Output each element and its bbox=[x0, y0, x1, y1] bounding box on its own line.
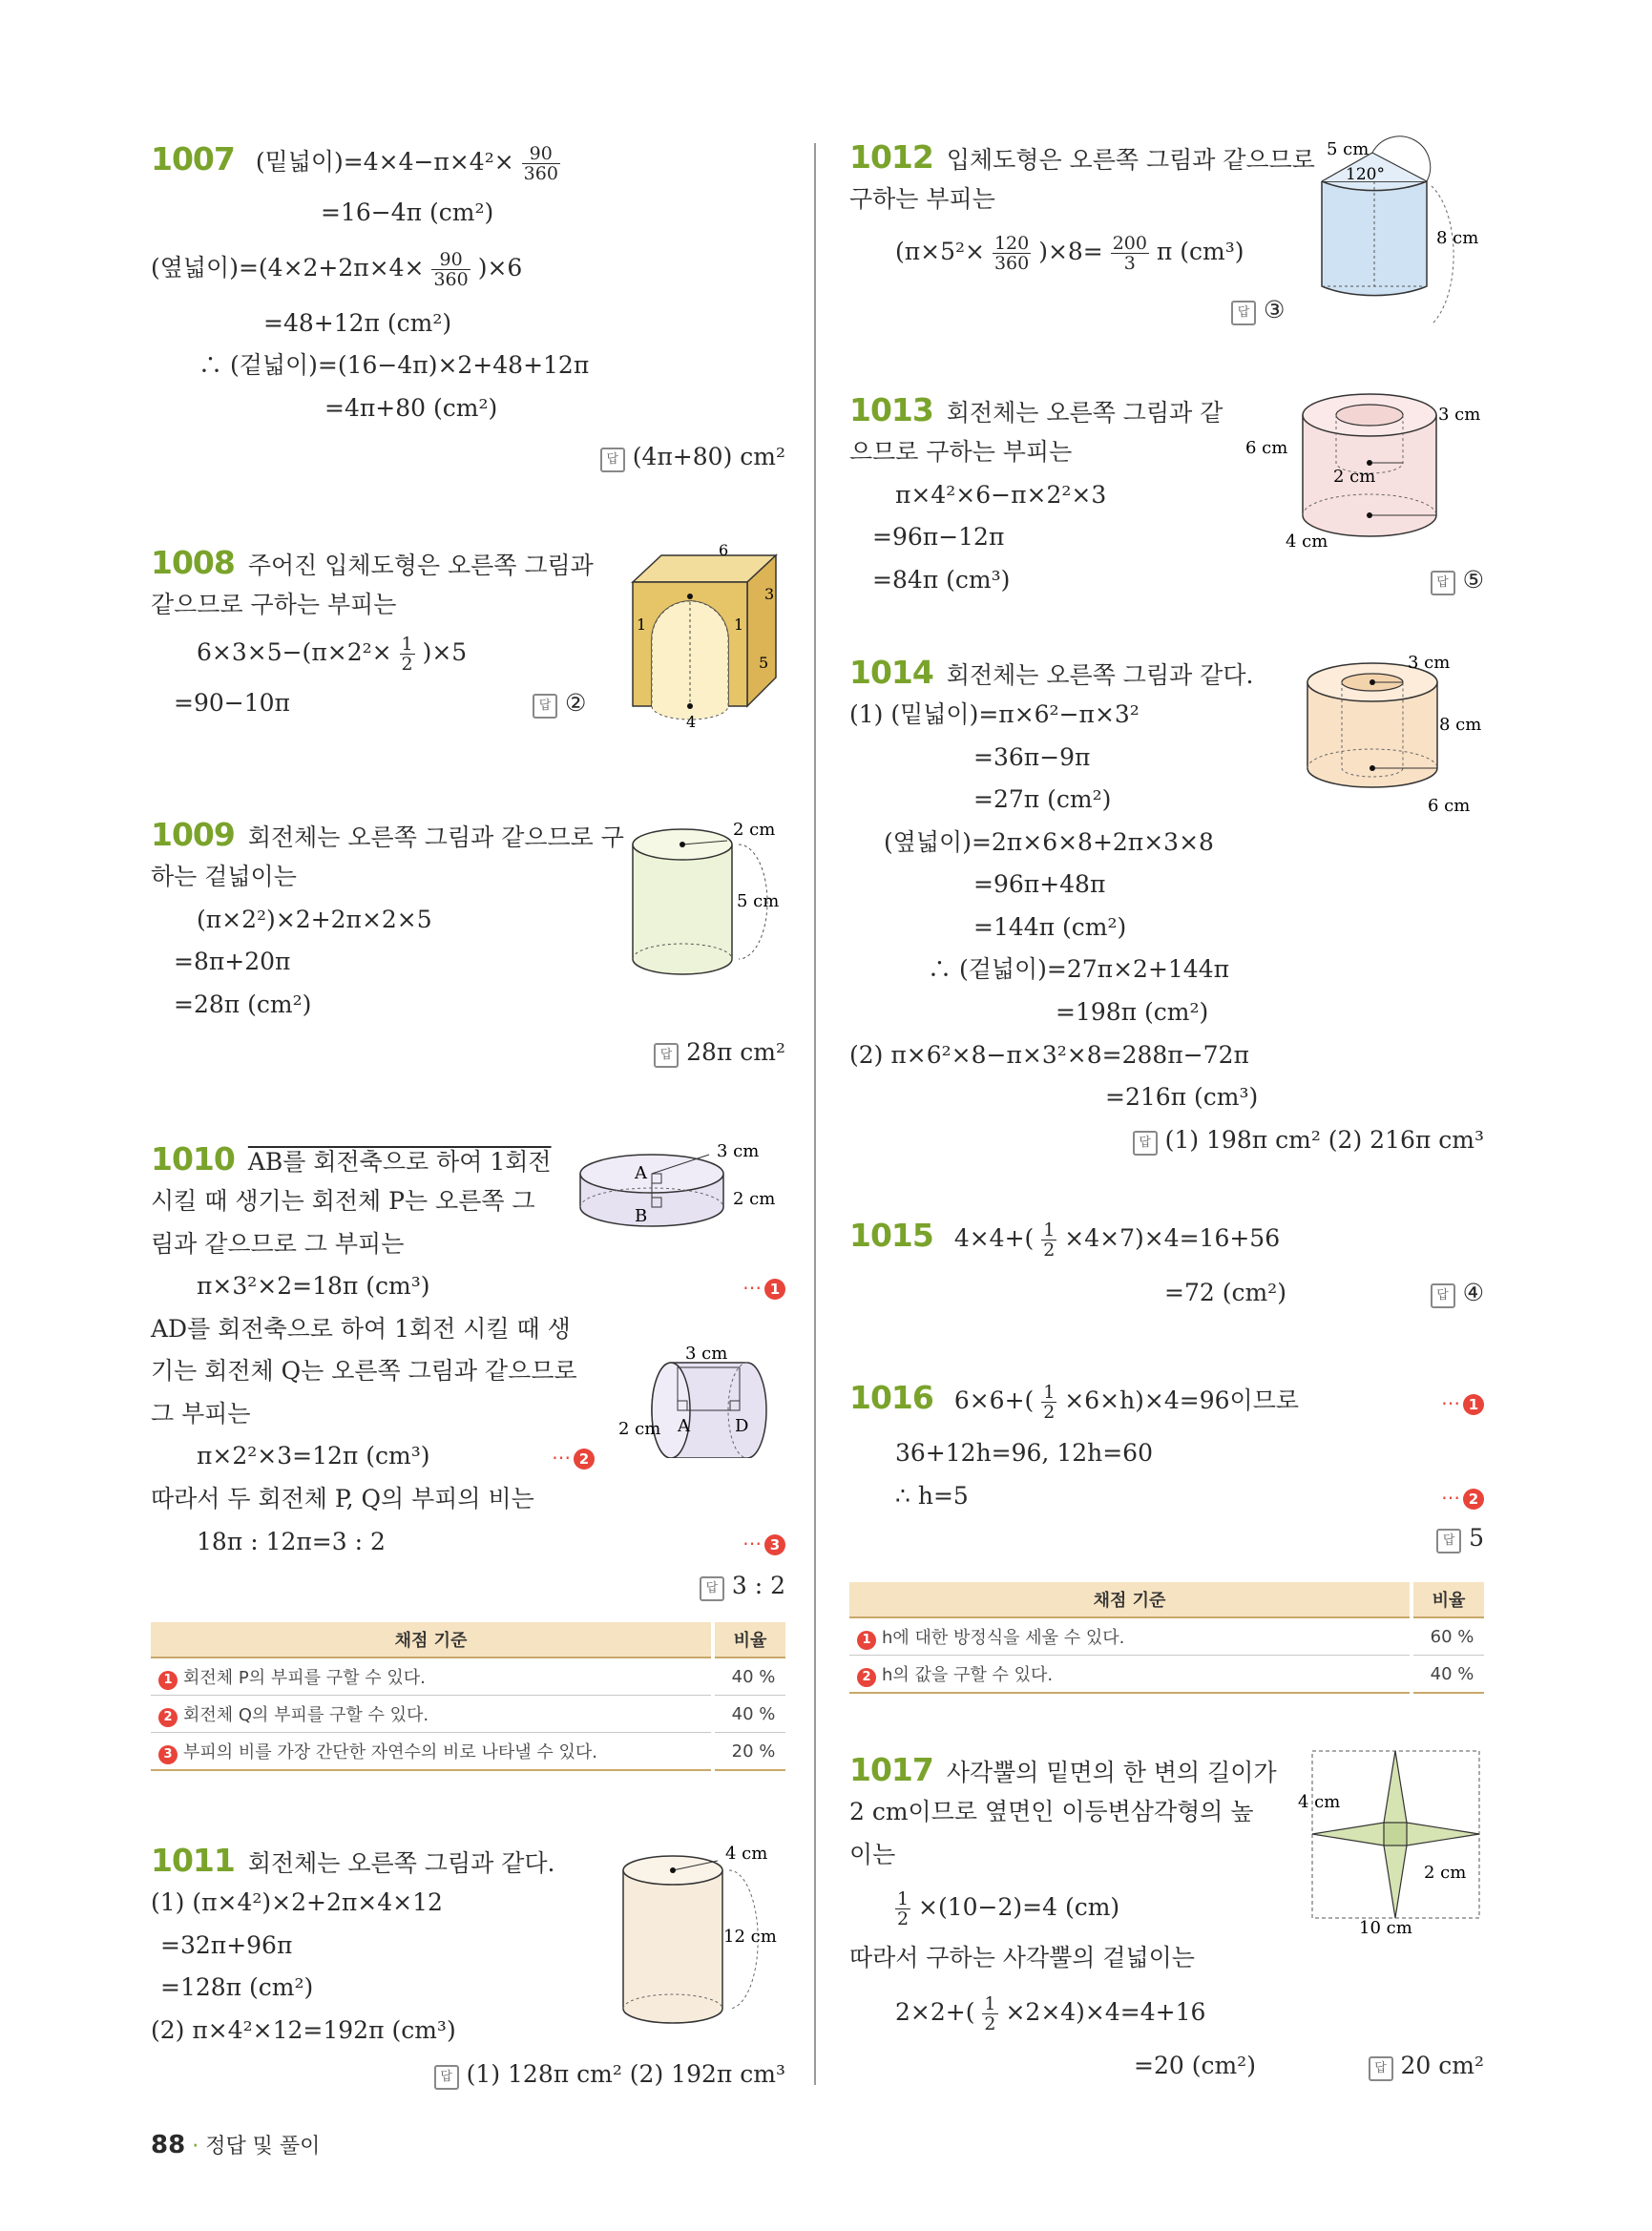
label-height: 5 cm bbox=[737, 891, 780, 911]
fraction: $\frac{1}{2}$ bbox=[401, 634, 413, 675]
expr-line: (2) π×4²×12=192π (cm³) bbox=[151, 2016, 456, 2044]
expr-line: =72 (cm²) bbox=[1164, 1279, 1286, 1306]
label-right: 3 bbox=[764, 585, 775, 603]
expr-line: =16−4π (cm²) bbox=[321, 198, 494, 226]
text-line: 으므로 구하는 부피는 bbox=[849, 438, 1073, 466]
expr-line: =144π (cm²) bbox=[973, 913, 1127, 941]
expr-line: (옆넓이)=2π×6×8+2π×3×8 bbox=[884, 828, 1214, 856]
text-line: 같으므로 구하는 부피는 bbox=[151, 591, 397, 618]
expr-line: π×4²×6−π×2²×3 bbox=[895, 481, 1107, 509]
label-base: 2 cm bbox=[1424, 1863, 1467, 1883]
figure-1008-solid bbox=[623, 544, 785, 730]
problem-number: 1017 bbox=[849, 1751, 933, 1788]
expr-line: (π×2²)×2+2π×2×5 bbox=[197, 906, 432, 933]
answer-mark: 답 bbox=[434, 2065, 459, 2090]
answer-text: ③ bbox=[1264, 296, 1286, 323]
label-radius: 4 cm bbox=[725, 1844, 768, 1864]
answer-text: ④ bbox=[1462, 1279, 1484, 1306]
text-line: AB를 회전축으로 하여 1회전 bbox=[247, 1148, 552, 1176]
fraction: $\frac{200}{3}$ bbox=[1112, 233, 1147, 274]
problem-number: 1007 bbox=[151, 140, 235, 177]
answer-mark: 답 bbox=[1133, 1131, 1158, 1156]
figure-1017-net bbox=[1298, 1746, 1484, 1937]
text-line: 2 cm이므로 옆면인 이등변삼각형의 높 bbox=[849, 1798, 1254, 1825]
text-line: 입체도형은 오른쪽 그림과 같으므로 bbox=[946, 146, 1315, 174]
problem-number: 1013 bbox=[849, 391, 933, 428]
answer-text: ⑤ bbox=[1462, 566, 1484, 594]
answer-mark: 답 bbox=[1369, 2056, 1393, 2081]
answer-text: 5 bbox=[1469, 1524, 1484, 1552]
grading-table-1010 bbox=[151, 1622, 785, 1771]
expr-line: π×2²×3=12π (cm³) bbox=[197, 1442, 430, 1470]
expr-line: =8π+20π bbox=[174, 948, 291, 975]
text-line: 따라서 두 회전체 P, Q의 부피의 비는 bbox=[151, 1485, 534, 1512]
label-total: 10 cm bbox=[1359, 1918, 1412, 1937]
table-row: 2 h의 값을 구할 수 있다. 40 % bbox=[849, 1656, 1484, 1694]
answer bbox=[1436, 1522, 1484, 1554]
expr-line: ×4×7)×4=16+56 bbox=[1064, 1224, 1281, 1252]
text-line: 구하는 부피는 bbox=[849, 185, 995, 213]
label-radius: 2 cm bbox=[733, 820, 776, 840]
label-A: A bbox=[635, 1163, 647, 1183]
expr-line: (2) π×6²×8−π×3²×8=288π−72π bbox=[849, 1041, 1249, 1069]
expr-line: ∴ (겉넓이)=(16−4π)×2+48+12π bbox=[199, 351, 590, 379]
expr-line: =4π+80 (cm²) bbox=[324, 394, 498, 422]
text-line: 주어진 입체도형은 오른쪽 그림과 bbox=[247, 552, 594, 579]
answer-text: 3 : 2 bbox=[731, 1572, 785, 1599]
answer bbox=[654, 1036, 785, 1069]
step-marker: ⋯ 1 bbox=[742, 1276, 785, 1300]
label-height: 12 cm bbox=[723, 1927, 777, 1947]
text-line: 기는 회전체 Q는 오른쪽 그림과 같으므로 bbox=[151, 1357, 577, 1385]
fraction: $\frac{120}{360}$ bbox=[993, 233, 1030, 274]
table-row: 1 h에 대한 방정식을 세울 수 있다. 60 % bbox=[849, 1617, 1484, 1656]
table-row: 1 회전체 P의 부피를 구할 수 있다. 40 % bbox=[151, 1658, 785, 1696]
label-width: 3 cm bbox=[685, 1344, 728, 1364]
fraction: $\frac{1}{2}$ bbox=[1043, 1382, 1056, 1423]
answer-mark: 답 bbox=[600, 448, 625, 472]
label-mid: 1 bbox=[734, 615, 744, 634]
problem-number: 1010 bbox=[151, 1140, 235, 1178]
text-line: 회전체는 오른쪽 그림과 같으므로 구 bbox=[247, 824, 624, 851]
answer-text: 28π cm² bbox=[686, 1038, 785, 1066]
expr-line: =90−10π bbox=[174, 689, 290, 717]
expr-line: ∴ (겉넓이)=27π×2+144π bbox=[928, 955, 1230, 983]
expr-line: ×6×h)×4=96이므로 bbox=[1064, 1387, 1299, 1414]
text-line: 사각뿔의 밑면의 한 변의 길이가 bbox=[946, 1759, 1277, 1786]
figure-1013-solid bbox=[1245, 386, 1484, 558]
table-row: 2 회전체 Q의 부피를 구할 수 있다. 40 % bbox=[151, 1696, 785, 1733]
expr-line: π (cm³) bbox=[1156, 238, 1244, 265]
expr-line: =27π (cm²) bbox=[973, 785, 1112, 813]
fraction: $\frac{90}{360}$ bbox=[433, 249, 469, 290]
label-angle: 120° bbox=[1346, 165, 1385, 184]
expr-line: =128π (cm²) bbox=[160, 1973, 314, 2001]
column-divider bbox=[814, 143, 816, 2085]
problem-number: 1008 bbox=[151, 544, 235, 581]
expr-line: =96π+48π bbox=[973, 870, 1106, 898]
expr-line: (1) (밑넓이)=π×6²−π×3² bbox=[849, 700, 1140, 728]
fraction: $\frac{1}{2}$ bbox=[1043, 1220, 1056, 1261]
grading-table-1016 bbox=[849, 1582, 1484, 1694]
text-line: 회전체는 오른쪽 그림과 같 bbox=[946, 399, 1223, 427]
label-height: 8 cm bbox=[1439, 715, 1482, 735]
label-hole-depth: 3 cm bbox=[1438, 405, 1481, 425]
text-line: 이는 bbox=[849, 1841, 896, 1868]
label-inner-radius: 3 cm bbox=[1408, 653, 1451, 673]
fraction: $\frac{1}{2}$ bbox=[984, 1993, 996, 2034]
label-top: 6 bbox=[719, 544, 729, 559]
label-inner-radius: 2 cm bbox=[1333, 467, 1376, 487]
header-ratio: 비율 bbox=[1412, 1582, 1484, 1617]
expr-line: =96π−12π bbox=[872, 523, 1005, 551]
expr-line: 6×6+( bbox=[953, 1387, 1035, 1414]
expr-line: (옆넓이)=(4×2+2π×4× bbox=[151, 254, 425, 281]
problem-number: 1016 bbox=[849, 1379, 933, 1416]
label-height: 2 cm bbox=[733, 1189, 776, 1209]
text-line: 하는 겉넓이는 bbox=[151, 863, 297, 890]
label-left: 1 bbox=[637, 615, 647, 634]
answer-mark: 답 bbox=[1436, 1529, 1461, 1553]
expr-line: (밑넓이)=4×4−π×4²× bbox=[255, 148, 514, 176]
expr-line: =36π−9π bbox=[973, 743, 1091, 771]
header-criteria: 채점 기준 bbox=[849, 1582, 1412, 1617]
expr-line: ×(10−2)=4 (cm) bbox=[918, 1893, 1120, 1921]
expr-line: ×2×4)×4=4+16 bbox=[1005, 1998, 1206, 2026]
label-height: 8 cm bbox=[1436, 228, 1479, 248]
problem-number: 1011 bbox=[151, 1842, 235, 1879]
expr-line: =216π (cm³) bbox=[1105, 1083, 1259, 1111]
answer bbox=[1369, 2050, 1485, 2082]
header-ratio: 비율 bbox=[713, 1622, 785, 1658]
expr-line: =32π+96π bbox=[160, 1931, 293, 1959]
label-bottom: 4 bbox=[686, 713, 697, 730]
answer-mark: 답 bbox=[533, 694, 557, 719]
answer bbox=[1431, 564, 1484, 596]
page-number: 88 bbox=[151, 2131, 186, 2159]
answer-text: (1) 198π cm² (2) 216π cm³ bbox=[1164, 1126, 1484, 1154]
answer-text: ② bbox=[565, 689, 587, 717]
expr-line: 18π : 12π=3 : 2 bbox=[197, 1528, 386, 1555]
text-line: 따라서 구하는 사각뿔의 겉넓이는 bbox=[849, 1944, 1195, 1971]
answer-text: 20 cm² bbox=[1400, 2052, 1484, 2079]
header-criteria: 채점 기준 bbox=[151, 1622, 713, 1658]
expr-line: )×8= bbox=[1038, 238, 1103, 265]
step-marker: ⋯ 2 bbox=[1441, 1486, 1484, 1510]
text-line: 시킬 때 생기는 회전체 P는 오른쪽 그 bbox=[151, 1187, 535, 1215]
table-row: 3 부피의 비를 가장 간단한 자연수의 비로 나타낼 수 있다. 20 % bbox=[151, 1733, 785, 1771]
expr-line: 6×3×5−(π×2²× bbox=[197, 638, 392, 666]
label-outer-radius: 4 cm bbox=[1286, 532, 1328, 552]
answer-mark: 답 bbox=[1431, 571, 1455, 595]
page-footer: 88 · 정답 및 풀이 bbox=[151, 2131, 321, 2159]
figure-1010-solid-p bbox=[575, 1136, 785, 1241]
answer-text: (1) 128π cm² (2) 192π cm³ bbox=[466, 2060, 785, 2088]
figure-1009-cylinder bbox=[628, 816, 785, 983]
answer bbox=[533, 687, 586, 719]
fraction: $\frac{90}{360}$ bbox=[523, 143, 558, 184]
expr-line: (π×5²× bbox=[895, 238, 986, 265]
answer-mark: 답 bbox=[1231, 301, 1256, 325]
label-radius: 2 cm bbox=[618, 1419, 661, 1439]
problem-number: 1014 bbox=[849, 654, 933, 691]
answer-text: (4π+80) cm² bbox=[632, 443, 785, 470]
fraction: $\frac{1}{2}$ bbox=[897, 1888, 910, 1929]
expr-line: =84π (cm³) bbox=[872, 566, 1011, 594]
figure-1012-solid bbox=[1317, 134, 1484, 334]
expr-line: 2×2+( bbox=[895, 1998, 975, 2026]
text-line: 림과 같으므로 그 부피는 bbox=[151, 1230, 405, 1258]
text-line: 회전체는 오른쪽 그림과 같다. bbox=[946, 661, 1254, 689]
text-line: 회전체는 오른쪽 그림과 같다. bbox=[247, 1849, 555, 1877]
label-side: 4 cm bbox=[1298, 1792, 1341, 1812]
problem-number: 1009 bbox=[151, 816, 235, 853]
expr-line: 4×4+( bbox=[953, 1224, 1035, 1252]
expr-line: (1) (π×4²)×2+2π×4×12 bbox=[151, 1888, 443, 1916]
label-D: D bbox=[735, 1416, 749, 1436]
figure-1014-solid bbox=[1298, 649, 1484, 821]
text-line: AD를 회전축으로 하여 1회전 시킬 때 생 bbox=[151, 1315, 571, 1343]
answer bbox=[1133, 1124, 1484, 1157]
answer-mark: 답 bbox=[1431, 1283, 1455, 1308]
label-outer-radius: 6 cm bbox=[1428, 796, 1471, 816]
expr-line: )×5 bbox=[422, 638, 468, 666]
label-side: 5 bbox=[759, 654, 769, 672]
section-title: 정답 및 풀이 bbox=[205, 2135, 321, 2158]
expr-line: =198π (cm²) bbox=[1056, 998, 1209, 1026]
label-radius: 5 cm bbox=[1327, 139, 1370, 159]
expr-line: 36+12h=96, 12h=60 bbox=[895, 1439, 1153, 1467]
expr-line: π×3²×2=18π (cm³) bbox=[197, 1272, 430, 1300]
expr-line: )×6 bbox=[477, 254, 523, 281]
answer bbox=[700, 1570, 785, 1602]
problem-number: 1015 bbox=[849, 1217, 933, 1254]
label-A: A bbox=[678, 1416, 690, 1436]
answer bbox=[1231, 294, 1285, 326]
step-marker: ⋯ 2 bbox=[552, 1446, 595, 1470]
text-line: 그 부피는 bbox=[151, 1400, 251, 1428]
expr-line: =20 (cm²) bbox=[1134, 2052, 1256, 2079]
step-marker: ⋯ 3 bbox=[742, 1532, 785, 1555]
problem-number: 1012 bbox=[849, 138, 933, 176]
expr-line: ∴ h=5 bbox=[895, 1482, 969, 1510]
label-B: B bbox=[635, 1206, 648, 1226]
answer bbox=[434, 2058, 785, 2091]
expr-line: =28π (cm²) bbox=[174, 990, 312, 1018]
label-radius: 3 cm bbox=[717, 1141, 760, 1161]
answer bbox=[600, 441, 785, 473]
figure-1010-solid-q bbox=[618, 1344, 785, 1458]
label-height: 6 cm bbox=[1245, 438, 1288, 458]
figure-1011-cylinder bbox=[618, 1842, 785, 2033]
expr-line: =48+12π (cm²) bbox=[263, 309, 452, 337]
answer-mark: 답 bbox=[654, 1043, 679, 1068]
answer bbox=[1431, 1277, 1484, 1309]
answer-mark: 답 bbox=[700, 1576, 724, 1601]
step-marker: ⋯ 1 bbox=[1441, 1391, 1484, 1415]
